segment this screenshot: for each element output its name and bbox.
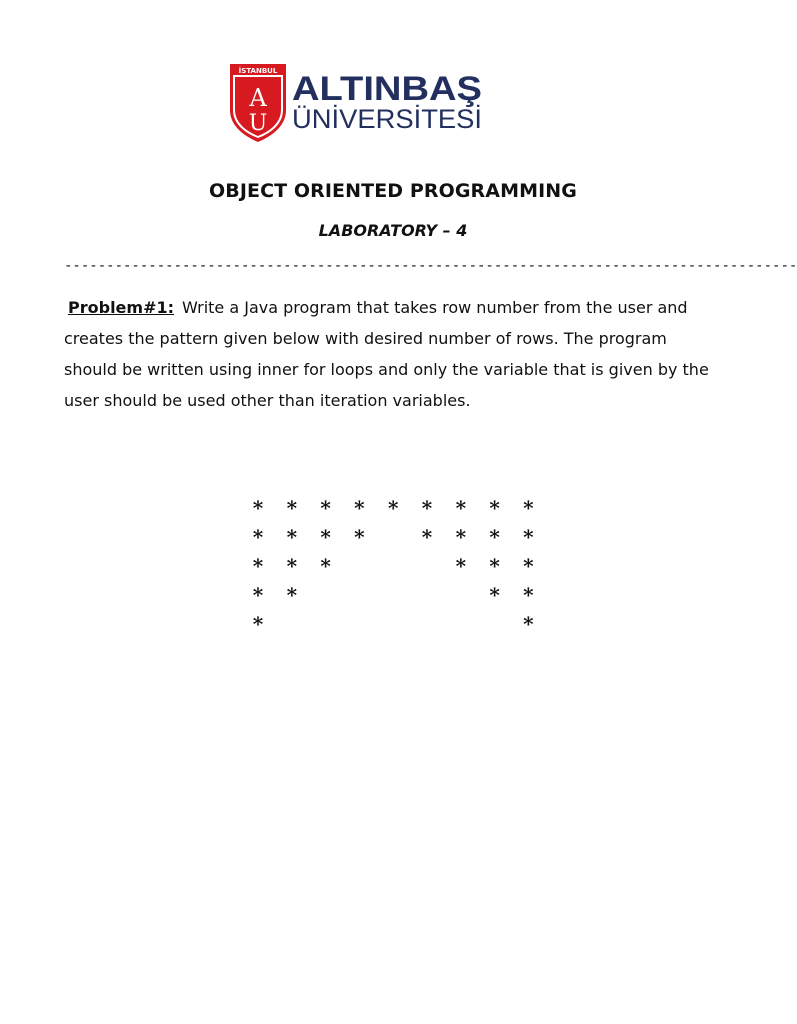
pattern-star: * <box>455 554 467 578</box>
pattern-star: * <box>489 554 500 578</box>
problem-text: Write a Java program that takes row number from the user and creates the pattern given below with desired number of rows. The program should be written using inner for loops and only the variable that is given by the user should be used other than iteration variables. <box>64 298 709 410</box>
logo-monogram-bottom: U <box>248 111 268 136</box>
pattern-star: * <box>320 554 331 578</box>
pattern-star: * <box>523 525 534 549</box>
problem-paragraph <box>64 292 720 416</box>
pattern-star: * <box>489 496 500 520</box>
pattern-star: * <box>354 525 365 549</box>
logo-monogram-top: A <box>249 84 267 112</box>
pattern-star: * <box>252 612 264 636</box>
pattern-star: * <box>489 583 500 607</box>
pattern-star: * <box>523 583 534 607</box>
pattern-star: * <box>252 496 264 520</box>
pattern-star: * <box>252 525 264 549</box>
pattern-star: * <box>354 496 365 520</box>
pattern-star: * <box>252 554 264 578</box>
pattern-star: * <box>455 525 467 549</box>
pattern-star: * <box>523 612 534 636</box>
problem-label: Problem#1: <box>68 298 175 317</box>
logo-city-text: İSTANBUL <box>238 67 278 75</box>
altinbas-logo-graphic <box>228 62 490 144</box>
pattern-star: * <box>252 583 264 607</box>
pattern-star: * <box>523 554 534 578</box>
star-pattern <box>241 496 547 646</box>
document-title: OBJECT ORIENTED PROGRAMMING <box>209 180 577 202</box>
pattern-star: * <box>286 583 298 607</box>
university-logo <box>228 62 490 144</box>
dashed-divider: --------------------------------------------------------------------------------------- <box>64 258 797 274</box>
pattern-star: * <box>489 525 500 549</box>
document-subtitle: LABORATORY – 4 <box>318 221 468 240</box>
pattern-star: * <box>286 496 298 520</box>
pattern-star: * <box>286 554 298 578</box>
pattern-star: * <box>455 496 467 520</box>
pattern-star: * <box>286 525 298 549</box>
pattern-star: * <box>387 496 399 520</box>
pattern-star: * <box>421 496 433 520</box>
logo-name-line2: ÜNİVERSİTESİ <box>292 104 480 134</box>
pattern-star: * <box>320 496 331 520</box>
pattern-star: * <box>523 496 534 520</box>
logo-name-line1: ALTINBAŞ <box>292 70 482 108</box>
pattern-star: * <box>421 525 433 549</box>
pattern-star: * <box>320 525 331 549</box>
